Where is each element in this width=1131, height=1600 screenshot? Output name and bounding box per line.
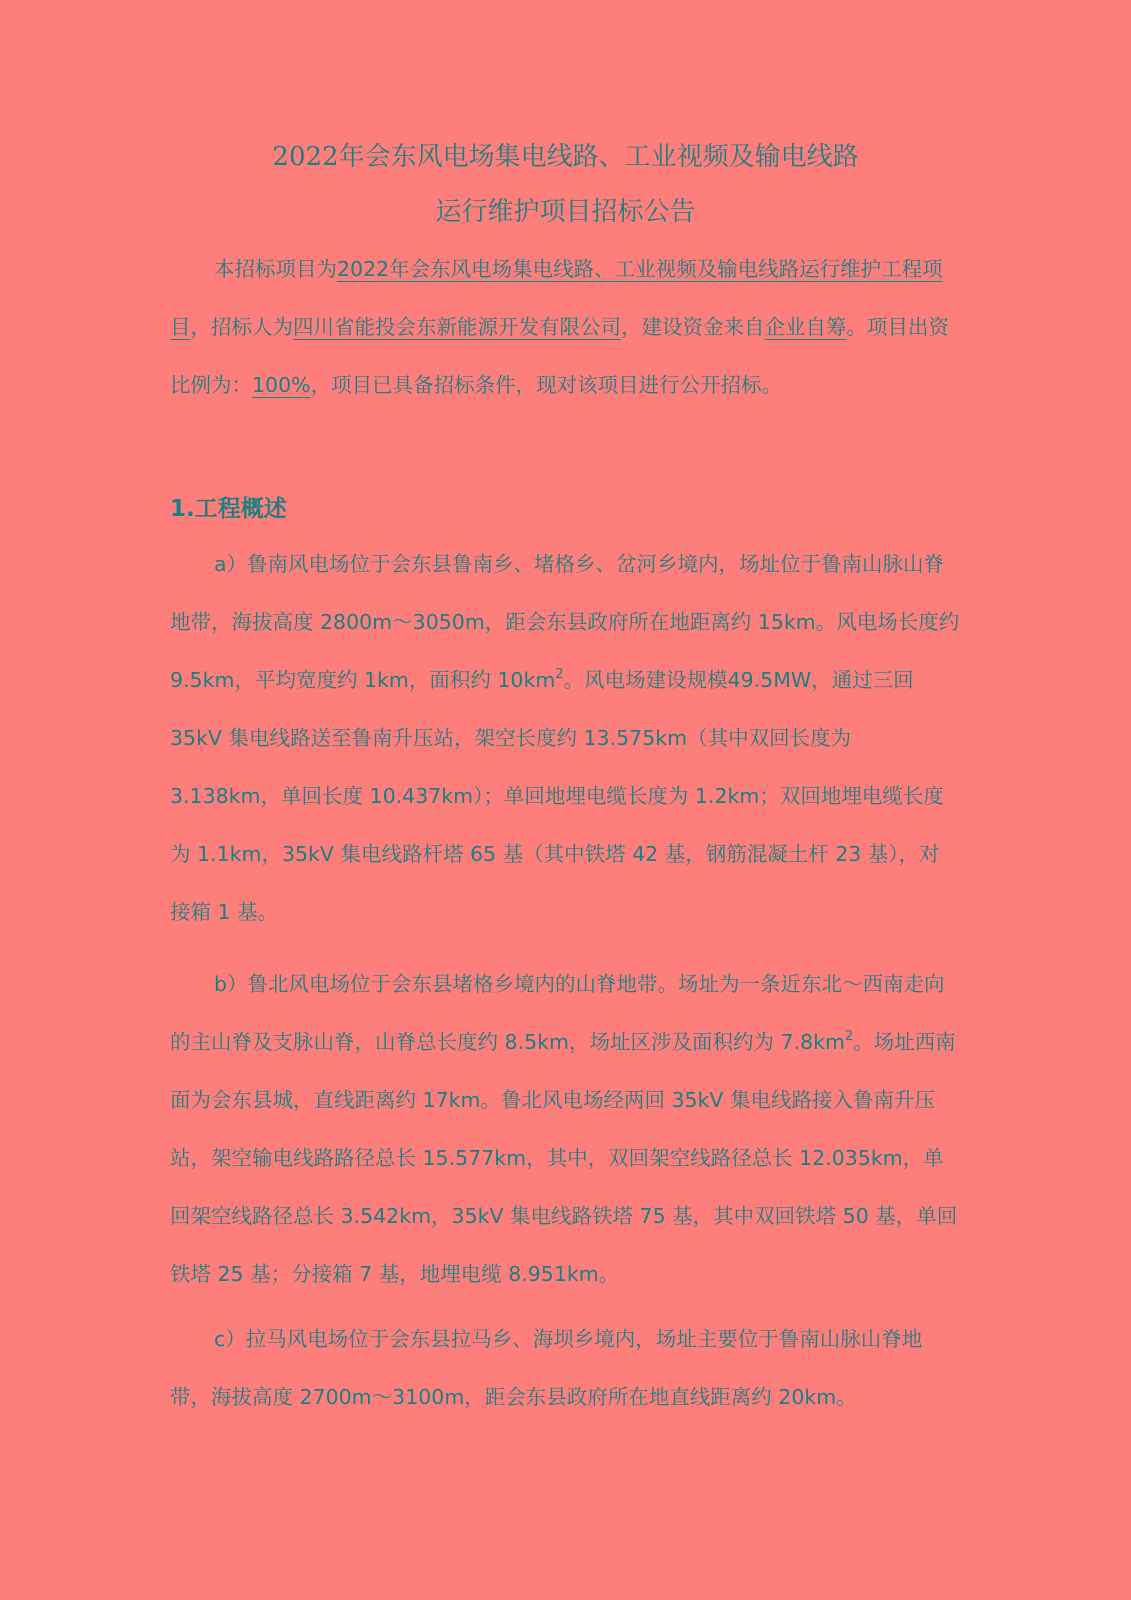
funding-ratio: 100% bbox=[252, 373, 311, 397]
paragraph-a-text2: 。风电场建设规模49.5MW，通过三回 35kV 集电线路送至鲁南升压站，架空长度约 13.575km（其中双回长度为 3.138km，单回长度 10.437km）；单回地埋电缆长度为 1.2km；双回地埋电缆长度为 1.1km，35kV 集电线路杆塔 65 基（其中铁塔 42 基，钢筋混凝土杆 23 基），对接箱 1 基。 bbox=[170, 668, 944, 924]
paragraph-b-text2: 。场址西南面为会东县城，直线距离约 17km。鲁北风电场经两回 35kV 集电线路接入鲁南升压站，架空输电线路路径总长 15.577km，其中，双回架空线路径总长 12.035km，单回架空线路径总长 3.542km，35kV 集电线路铁塔 75 基，其中双回铁塔 50 基，单回铁塔 25 基；分接箱 7 基，地埋电缆 8.951km。 bbox=[170, 1030, 958, 1286]
document-title-line1: 2022年会东风电场集电线路、工业视频及输电线路 bbox=[272, 142, 859, 172]
paragraph-a bbox=[170, 535, 960, 941]
project-name: 2022年会东风电场集电线路、工业视频及输电线路运行维护工程项目 bbox=[170, 257, 943, 339]
paragraph-b bbox=[170, 955, 960, 1303]
superscript-2: 2 bbox=[555, 667, 564, 682]
intro-paragraph bbox=[170, 240, 960, 414]
document-title-line2: 运行维护项目招标公告 bbox=[435, 197, 696, 227]
paragraph-a-text1: a）鲁南风电场位于会东县鲁南乡、堵格乡、岔河乡境内，场址位于鲁南山脉山脊地带，海拔高度 2800m～3050m，距会东县政府所在地距离约 15km。风电场长度约 9.5km，平均宽度约 1km，面积约 10km bbox=[170, 552, 960, 692]
paragraph-b-text1: b）鲁北风电场位于会东县堵格乡境内的山脊地带。场址为一条近东北～西南走向的主山脊及支脉山脊，山脊总长度约 8.5km，场址区涉及面积约为 7.8km bbox=[170, 972, 945, 1054]
funding-source: 企业自筹 bbox=[764, 315, 847, 339]
paragraph-c-text: c）拉马风电场位于会东县拉马乡、海坝乡境内，场址主要位于鲁南山脉山脊地带，海拔高度 2700m～3100m，距会东县政府所在地直线距离约 20km。 bbox=[170, 1327, 923, 1409]
tenderer-name: 四川省能投会东新能源开发有限公司 bbox=[293, 315, 621, 339]
paragraph-c bbox=[170, 1310, 960, 1426]
intro-suffix: ，项目已具备招标条件，现对该项目进行公开招标。 bbox=[310, 373, 783, 397]
intro-prefix: 本招标项目为 bbox=[214, 257, 337, 281]
superscript-2: 2 bbox=[844, 1029, 854, 1044]
tenderer-prefix: ，招标人为 bbox=[190, 315, 293, 339]
ratio-prefix: 。项目出资比例为： bbox=[170, 315, 949, 397]
funding-prefix: ，建设资金来自 bbox=[621, 315, 765, 339]
section-1-heading: 1.工程概述 bbox=[170, 496, 287, 522]
